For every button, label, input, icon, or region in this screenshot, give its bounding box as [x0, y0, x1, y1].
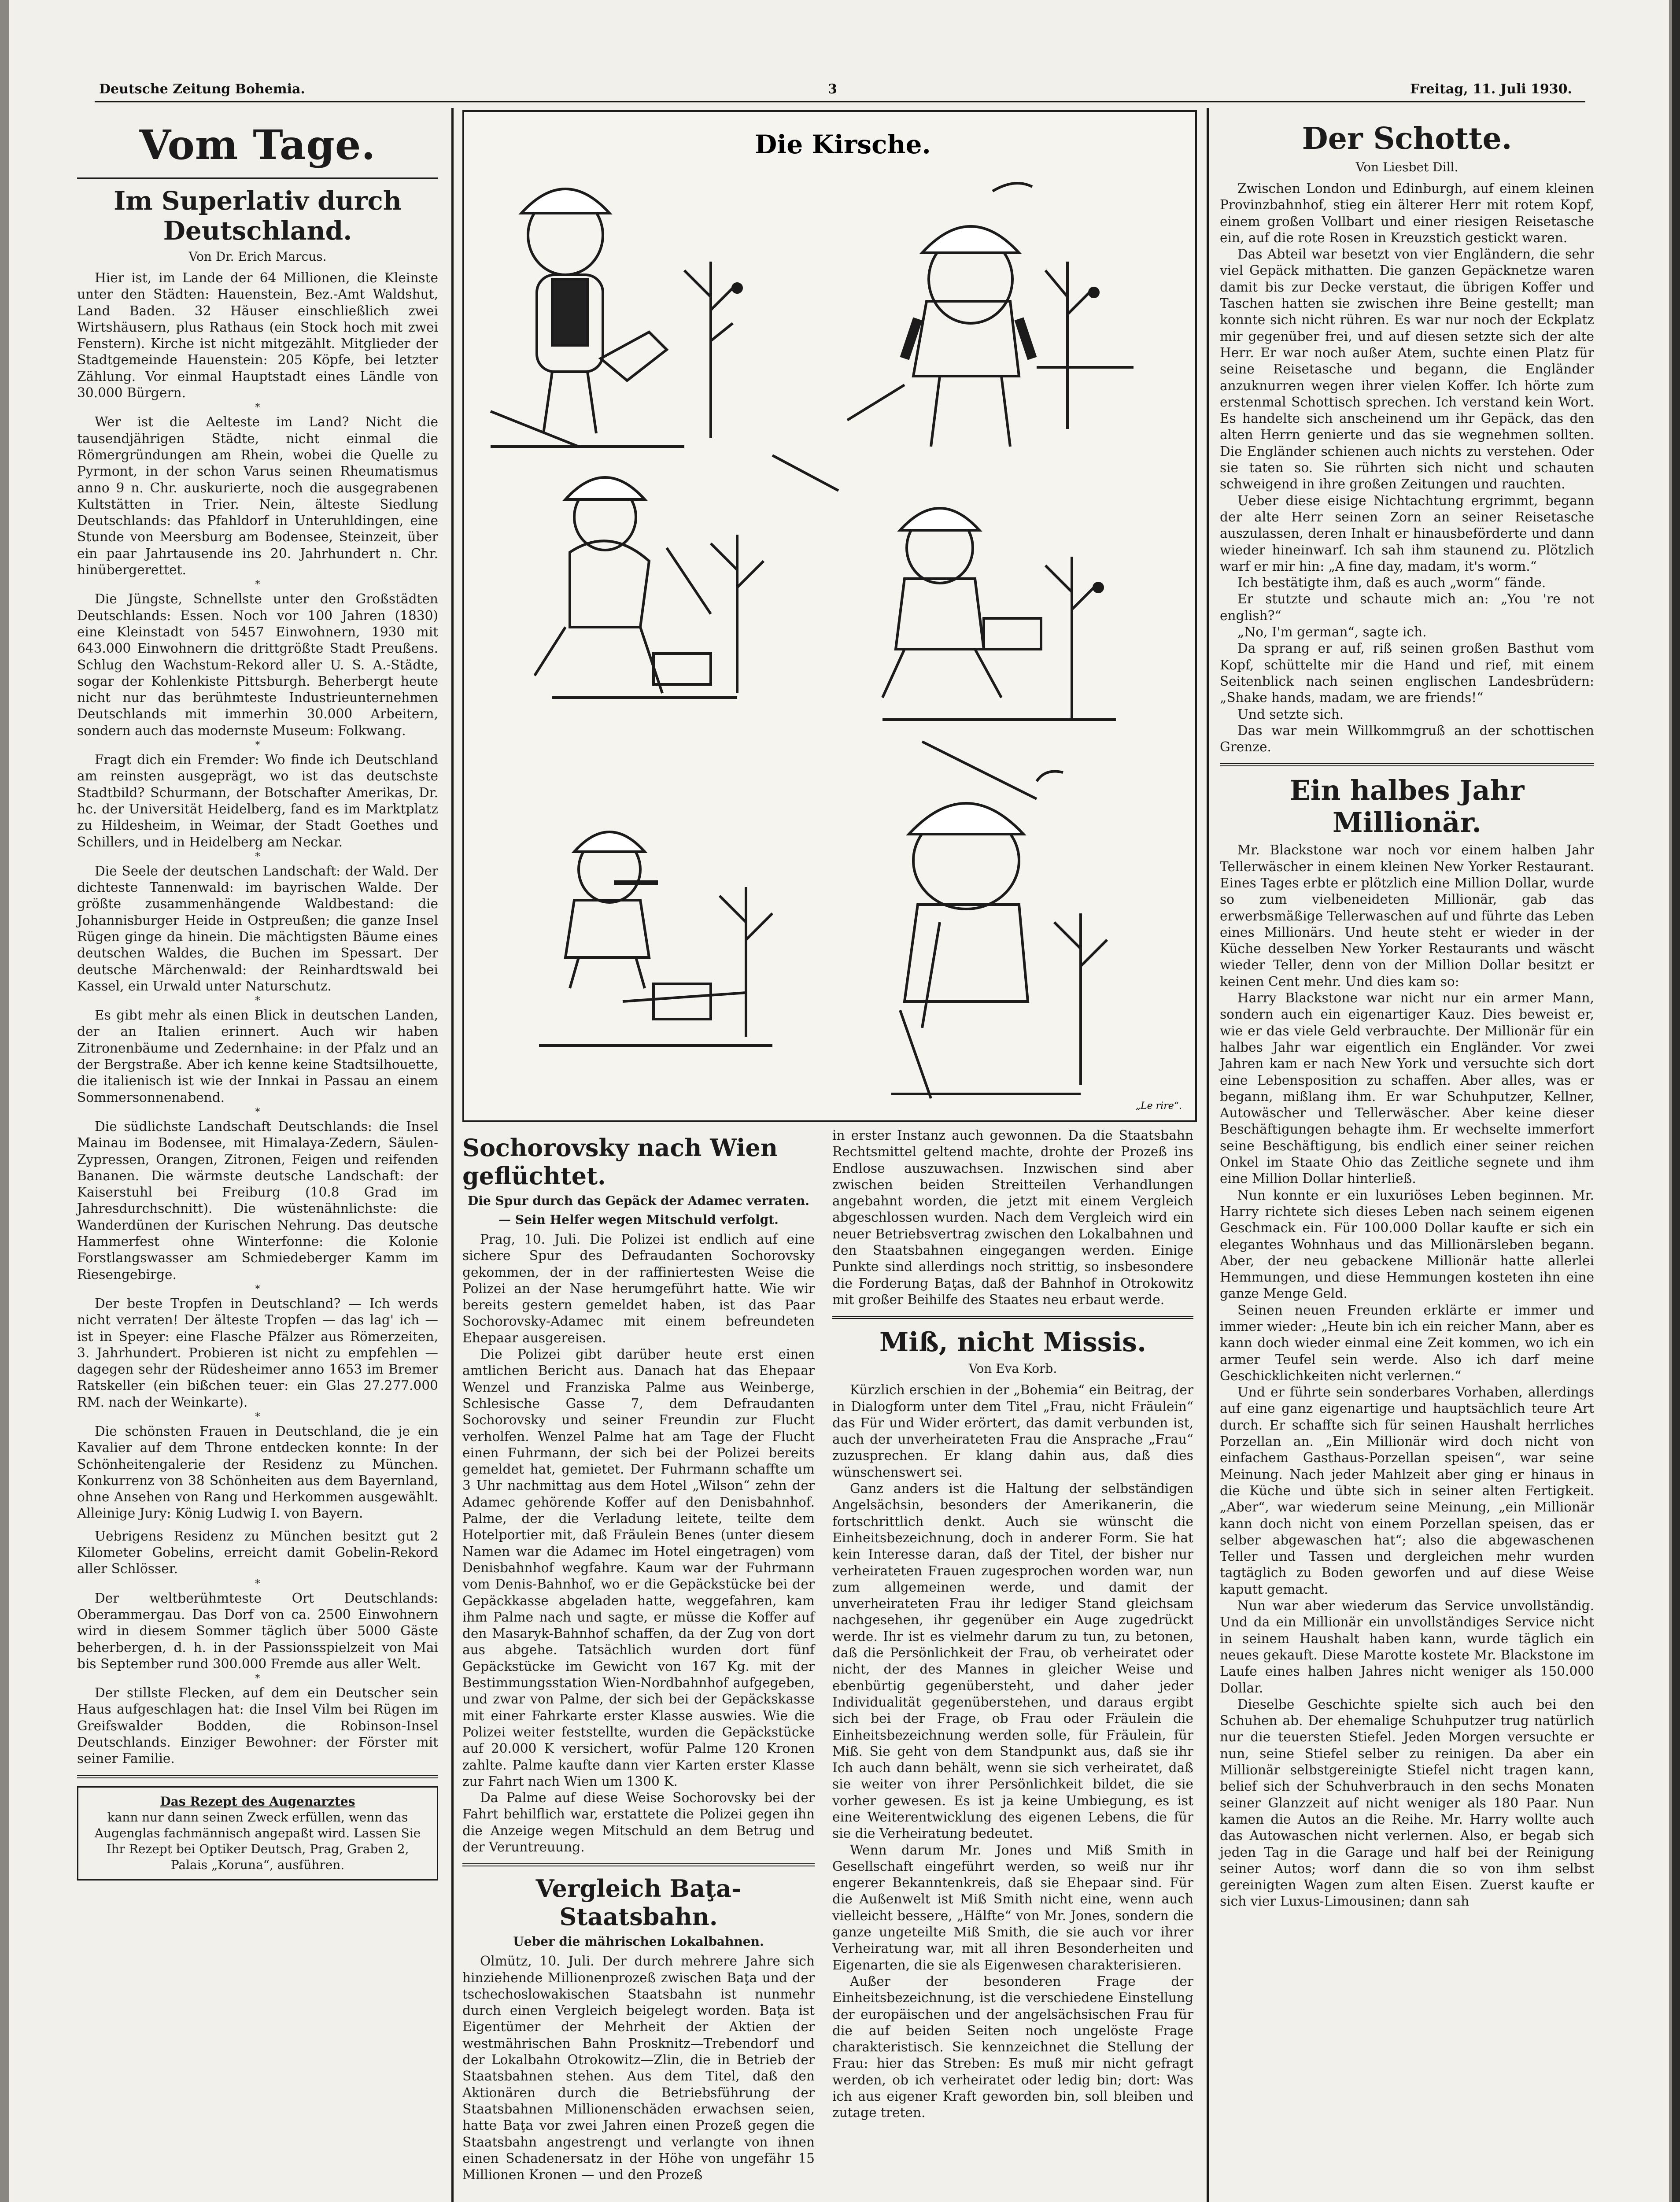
paragraph: Das war mein Willkommgruß an der schottischen Grenze.: [1220, 723, 1594, 755]
byline: Von Eva Korb.: [968, 1361, 1057, 1376]
column-sochorovsky: [462, 1127, 815, 2183]
panel-3-gardener: [535, 477, 737, 698]
paragraph: Uebrigens Residenz zu München besitzt gut 2 Kilometer Gobelins, erreicht damit Gobelin-Rekord aller Schlösser.: [77, 1528, 438, 1577]
header-date: Freitag, 11. Juli 1930.: [1410, 81, 1572, 97]
panel-5-tree: [720, 887, 772, 1037]
separator-star: *: [255, 402, 260, 414]
paragraph: Es gibt mehr als einen Blick in deutschen Landen, der an Italien erinnert. Auch wir haben Zitronenbäume und Zedernhaine: in der Pfalz und an der Bergstraße. Aber ich kenne keine Stadtsilhouette, die italienisch ist wie der Innkai in Passau an einem Sommersonnenabend.: [77, 1008, 438, 1105]
paragraph: Da sprang er auf, riß seinen großen Basthut vom Kopf, schüttelte mir die Hand und rief, mit einem Seitenblick nach seinen englischen Landesbrüdern: „Shake hands, madam, we are friends!“: [1220, 641, 1594, 706]
paragraph: Wenn darum Mr. Jones und Miß Smith in Gesellschaft eingeführt werden, so weiß nur ihr engerer Bekanntenkreis, daß sie Ehepaar sind. Für die Außenwelt ist Miß Smith nicht eine, wenn auch vielleicht bessere, „Hälfte“ von Mr. Jones, sondern die ganze ungeteilte Miß Smith, die sie auch vor ihrer Verheiratung war, mit all ihren Besonderheiten und Eigenarten, die sie als Eigenwesen charakterisieren.: [832, 1842, 1193, 1973]
paragraph: in erster Instanz auch gewonnen. Da die Staatsbahn Rechtsmittel geltend machte, drohte der Prozeß ins Endlose auszuwachsen. Inzwischen sind aber zwischen beiden Streitteilen Verhandlungen angebahnt worden, die jetzt mit einem Vergleich abgeschlossen wurden. Nach dem Vergleich wird ein neuer Betriebsvertrag zwischen den Lokalbahnen und den Staatsbahnen eingegangen werden. Einige Punkte sind allerdings noch strittig, so insbesondere die Forderung Baţas, daß der Bahnhof in Otrokowitz mit großer Beihilfe des Staates neu erbaut werde.: [832, 1128, 1193, 1307]
cartoon-drawing: [464, 112, 1195, 1120]
paragraph: Hier ist, im Lande der 64 Millionen, die Kleinste unter den Städten: Hauenstein, Bez.-Amt Waldshut, Land Baden. 32 Häuser einschließlich zwei Wirtshäusern, plus Rathaus (ein Stock hoch mit zwei Fenstern). Kirche ist nicht mitgezählt. Mitglieder der Stadtgemeinde Hauenstein: 205 Köpfe, bei letzter Zählung. Vor einmal Hauptstadt eines Ländle von 30.000 Bürgern.: [77, 270, 438, 401]
divider: [77, 177, 438, 179]
paragraph: Die Jüngste, Schnellste unter den Großstädten Deutschlands: Essen. Noch vor 100 Jahren (1830) eine Kleinstadt von 5457 Einwohnern, 1930 mit 643.000 Einwohnern die drittgrößte Stadt Preußens. Schlug den Wachstum-Rekord aller U. S. A.-Städte, sogar der Kohlenkiste Pittsburgh. Beherbergt heute nicht nur das berühmteste Industrieunternehmen Deutschlands mit immerhin 30.000 Arbeitern, sondern auch das modernste Museum: Folkwang.: [77, 591, 438, 738]
article-subtitle: Die Spur durch das Gepäck der Adamec verraten.: [467, 1193, 809, 1208]
paragraph: Die schönsten Frauen in Deutschland, die je ein Kavalier auf dem Throne entdecken konnte: In der Schönheitengalerie der Residenz zu München. Konkurrenz von 38 Schönheiten aus dem Bayernland, ohne Ansehen von Rang und Herkommen ausgewählt. Alleinige Jury: König Ludwig I. von Bayern.: [77, 1424, 438, 1521]
paragraph: Olmütz, 10. Juli. Der durch mehrere Jahre sich hinziehende Millionenprozeß zwischen Baţa und der tschechoslowakischen Staatsbahn ist nunmehr durch einen Vergleich beigelegt worden. Baţa ist Eigentümer der Mehrheit der Aktien der westmährischen Bahn Prosknitz—Trebendorf und der Lokalbahn Otrokowitz—Zlin, die in Betrieb der Staatsbahnen stehen. Aus dem Titel, daß den Aktionären durch die Betriebsführung der Staatsbahnen Millionenschäden erwachsen seien, hatte Baţa vor zwei Jahren einen Prozeß gegen die Staatsbahn angestrengt und verlangte von ihnen einen Schadenersatz in der Höhe von ungefähr 15 Millionen Kronen — und den Prozeß: [462, 1954, 815, 2183]
ad-text: kann nur dann seinen Zweck erfüllen, wenn das Augenglas fachmännisch angepaßt wird. Lassen Sie Ihr Rezept bei Optiker Deutsch, Prag, Graben 2, Palais „Koruna“, ausführen.: [94, 1810, 421, 1872]
column-rule: [451, 108, 454, 2202]
panel-5-gardener: [539, 832, 772, 1046]
panel-6-tree: [1054, 913, 1107, 1085]
header-page-number: 3: [828, 81, 837, 97]
paragraph: Dieselbe Geschichte spielte sich auch bei den Schuhen ab. Der ehemalige Schuhputzer trug natürlich nur die teuersten Stiefel. Jeden Morgen versuchte er nun, seine Stiefel selber zu reinigen. Da aber ein Millionär selbstgereinigte Stiefel nicht tragen kann, belief sich der Schuhverbrauch in den sechs Monaten seiner Glanzzeit auf nicht weniger als 180 Paar. Nun kamen die Autos an die Reihe. Mr. Harry wollte auch das Autowaschen nicht verlernen. Also, er begab sich jeden Tag in die Garage und half bei der Reinigung seiner Autos; worf dann die so von ihm selbst gereinigten Wagen zum alten Eisen. Zuerst kaufte er sich vier Luxus-Limousinen; dann sah: [1220, 1696, 1594, 1909]
paragraph: „No, I'm german“, sagte ich.: [1237, 624, 1427, 640]
article-subtitle: — Sein Helfer wegen Mitschuld verfolgt.: [498, 1212, 779, 1227]
paragraph: Wer ist die Aelteste im Land? Nicht die tausendjährigen Städte, nicht einmal die Römergründungen am Rhein, wobei die Quelle zu Pyrmont, in der schon Varus seinen Rheumatismus anno 9 n. Chr. auskurierte, noch die ausgegrabenen Kultstätten in Trier. Nein, älteste Siedlung Deutschlands: das Pfahldorf in Unteruhldingen, eine Stunde von Meersburg am Bodensee, Steinzeit, über ein paar Jahrtausende ins 20. Jahrhundert n. Chr. hinübergerettet.: [77, 414, 438, 578]
column-rule: [1207, 108, 1209, 2202]
header-rule: [95, 101, 1585, 103]
byline: Von Liesbet Dill.: [1355, 160, 1458, 174]
paragraph: Die Seele der deutschen Landschaft: der Wald. Der dichteste Tannenwald: im bayrischen Walde. Der größte zusammenhängende Waldbestand: die Johannisburger Heide in Ostpreußen; die ganze Insel Rügen ginge da hinein. Die mächtigsten Bäume eines deutschen Waldes, die Buchen im Spessart. Der deutsche Märchenwald: der Reinhardtswald bei Kassel, ein Urwald unter Naturschutz.: [77, 863, 438, 994]
cartoon-credit: „Le rire“.: [1135, 1101, 1182, 1112]
paragraph: Nun war aber wiederum das Service unvollständig. Und da ein Millionär ein unvollständiges Service nicht in seinem Haushalt haben kann, wurde täglich ein neues gekauft. Diese Marotte kostete Mr. Blackstone im Laufe eines halben Jahres nicht weniger als 150.000 Dollar.: [1220, 1598, 1594, 1696]
paragraph: Der beste Tropfen in Deutschland? — Ich werds nicht verraten! Der älteste Tropfen — das lag' ich — ist in Speyer: eine Flasche Pfälzer aus Römerzeiten, 3. Jahrhundert. Probieren ist nicht zu empfehlen — dagegen sehr der Rüdesheimer anno 1653 im Bremer Ratskeller (ein bißchen teuer: ein Glas 27.277.000 RM. nach der Weinkarte).: [77, 1296, 438, 1410]
panel-1-tree: [684, 262, 742, 438]
column-schotte: [1220, 108, 1594, 1910]
paragraph: Ich bestätigte ihm, daß es auch „worm“ fände.: [1237, 575, 1546, 591]
header-paper-name: Deutsche Zeitung Bohemia.: [99, 81, 305, 97]
paragraph: Das Abteil war besetzt von vier Engländern, die sehr viel Gepäck mithatten. Die ganzen Gepäcknetze waren damit bis zur Decke verstaut, die übrigen Koffer und Taschen hatten sie zwischen ihre Beine gestellt; man konnte sich nicht rühren. Es war nur noch der Eckplatz mir gegenüber frei, und auf diesen setzte sich der alte Herr. Er war noch außer Atem, suchte einen Platz für seine Reisetasche und begann, die Engländer anzuknurren wegen ihrer vielen Koffer. Ich hörte zum erstenmal Schottisch sprechen. Ich verstand kein Wort. Es handelte sich anscheinend um ihr Gepäck, das den alten Herrn genierte und das sie wegnehmen sollten. Die Engländer schienen auch nichts zu verstehen. Oder sie taten so. Sie rührten sich nicht und schauten schweigend in ihre großen Zeitungen und rauchten.: [1220, 247, 1594, 492]
panel-2-gardener: [847, 226, 1134, 447]
article-subtitle: Ueber die mährischen Lokalbahnen.: [513, 1934, 764, 1949]
separator-star: *: [255, 1106, 260, 1118]
divider: [462, 1863, 815, 1866]
paragraph: Und setzte sich.: [1237, 706, 1344, 722]
divider: [1220, 763, 1594, 766]
article-title: Miß, nicht Missis.: [879, 1327, 1146, 1358]
panel-1-gardener: [491, 189, 684, 447]
article-title: Der Schotte.: [1302, 121, 1512, 156]
paragraph: Mr. Blackstone war noch vor einem halben Jahr Tellerwäscher in einem kleinen New Yorker Restaurant. Eines Tages erbte er plötzlich eine Million Dollar, wurde so zum vielbeneideten Millionär, gab das erwerbsmäßige Tellerwaschen auf und führte das Leben eines Millionärs. Und heute steht er wieder in der Küche desselben New Yorker Restaurants und wäscht wieder Teller, denn von der Million Dollar besitzt er keinen Cent mehr. Und dies kam so:: [1220, 842, 1594, 989]
article-title: Vergleich Baţa-Staatsbahn.: [535, 1874, 742, 1931]
paragraph: Zwischen London und Edinburgh, auf einem kleinen Provinzbahnhof, stieg ein älterer Herr mit rotem Kopf, einem großen Vollbart und einer riesigen Reisetasche ein, auf die rote Rosen in Kreuzstich gestickt waren.: [1220, 181, 1594, 245]
paragraph: Die Polizei gibt darüber heute erst einen amtlichen Bericht aus. Danach hat das Ehepaar Wenzel und Franziska Palme aus Weinberge, Schlesische Gasse 7, dem Defraudanten Sochorovsky und seiner Freundin zur Flucht verholfen. Wenzel Palme hat am Tage der Flucht einen Fuhrmann, der sich bei der Polizei bereits gemeldet hat, gemietet. Der Fuhrmann schaffte um 3 Uhr nachmittag aus dem Hotel „Wilson“ zehn der Adamec gehörende Koffer auf den Denisbahnhof. Palme, der die Verladung leitete, teilte dem Hotelportier mit, daß Fräulein Benes (unter diesem Namen war die Adamec im Hotel eingetragen) vom Denisbahnhof wegfahre. Kaum war der Fuhrmann vom Denis-Bahnhof, wo er die Gepäckstücke bei der Gepäckkasse abgeladen hatte, weggefahren, kam ihm Palme nach und sagte, er müsse die Koffer auf den Masaryk-Bahnhof schaffen, da der Zug von dort aus abgehe. Tatsächlich wurden dort fünf Gepäckstücke im Gewicht von 167 Kg. mit der Bestimmungsstation Wien-Nordbahnhof aufgegeben, und zwar von Palme, der sich bei der Gepäckskasse mit einer Fahrkarte erster Klasse auswies. Wie die Polizei weiter feststellte, wurden die Gepäckstücke auf 20.000 K versichert, wofür Palme 120 Kronen zahlte. Palme kaufte dann vier Karten erster Klasse zur Fahrt nach Wien um 1300 K.: [462, 1347, 815, 1789]
paragraph: Fragt dich ein Fremder: Wo finde ich Deutschland am reinsten ausgeprägt, wo ist das deutschste Stadtbild? Schurmann, der Botschafter Amerikas, Dr. hc. der Universität Heidelberg, fand es im Marktplatz zu Hildesheim, in Weimar, der Stadt Goethes und Schillers, und in Heidelberg am Neckar.: [77, 752, 438, 850]
separator-star: *: [255, 740, 260, 751]
separator-star: *: [255, 1411, 260, 1422]
cartoon-panels: [491, 183, 1134, 1098]
paragraph: Prag, 10. Juli. Die Polizei ist endlich auf eine sichere Spur des Defraudanten Sochorovsky gekommen, der in der raffiniertesten Weise die Polizei an der Nase herumgeführt hatte. Wie wir bereits gestern gemeldet haben, ist das Paar Sochorovsky-Adamec mit einem befreundeten Ehepaar ausgereisen.: [462, 1232, 815, 1345]
byline: Von Dr. Erich Marcus.: [188, 249, 327, 264]
paragraph: Und er führte sein sonderbares Vorhaben, allerdings auf eine ganz eigenartige und hauptsächlich teure Art durch. Er schaffte sich für seinen Haushalt herrliches Porzellan an. „Ein Millionär wird doch nicht von einfachem Gasthaus-Porzellan speisen“, war seine Meinung. Nach jeder Mahlzeit aber ging er hinaus in die Küche und übte sich in seiner alten Fertigkeit. „Aber“, war wiederum seine Meinung, „ein Millionär kann doch nicht von einem Porzellan speisen, das er selber abgewaschen hat“; also die abgewaschenen Teller und Tassen und dergleichen mehr wurden tagtäglich zu Boden geworfen und auf diese Weise kaputt gemacht.: [1220, 1385, 1594, 1597]
paragraph: Außer der besonderen Frage der Einheitsbezeichnung, ist die verschiedene Einstellung der europäischen und der angelsächsischen Frau für die auf beiden Seiten noch ungelöste Frage charakteristisch. Sie kennzeichnet die Stellung der Frau: hier das Streben: Es muß mir nicht gefragt werden, ob ich verheiratet oder ledig bin; dort: Was ich aus eigener Kraft geworden bin, soll bleiben und zutage treten.: [832, 1973, 1193, 2121]
separator-star: *: [255, 1673, 260, 1685]
paragraph: Er stutzte und schaute mich an: „You 're not english?“: [1220, 591, 1594, 623]
separator-star: *: [255, 1283, 260, 1295]
divider: [77, 1775, 438, 1778]
paragraph: Seinen neuen Freunden erklärte er immer und immer wieder: „Heute bin ich ein reicher Mann, aber es kann doch wieder einmal eine Zeit kommen, wo ich ein armer Teufel sein werde. Also ich darf meine Geschicklichkeiten nicht verlernen.“: [1220, 1302, 1594, 1383]
paragraph: Der stillste Flecken, auf dem ein Deutscher sein Haus aufgeschlagen hat: die Insel Vilm bei Rügen im Greifswalder Bodden, die Robinson-Insel Deutschlands. Einziger Bewohner: der Förster mit seiner Familie.: [77, 1685, 438, 1766]
ad-heading: Das Rezept des Augenarztes: [160, 1794, 355, 1809]
column-vom-tage: [77, 108, 438, 1881]
paragraph: Kürzlich erschien in der „Bohemia“ ein Beitrag, der in Dialogform unter dem Titel „Frau, nicht Fräulein“ das Für und Wider erörtert, das damit verbunden ist, auch der unverheirateten Frau die Ansprache „Frau“ zuzusprechen. Er klang dahin aus, daß dies wünschenswert sei.: [832, 1382, 1193, 1480]
article-title: Im Superlativ durch Deutschland.: [114, 186, 402, 246]
panel-6-gardener: [891, 772, 1081, 1099]
advertisement-optiker: [77, 1786, 438, 1881]
paragraph: Ganz anders ist die Haltung der selbständigen Angelsächsin, besonders der Amerikanerin, die fortschrittlich denkt. Auch sie wünscht die Einheitsbezeichnung, doch in anderer Form. Sie hat kein Interesse daran, daß der Titel, der bisher nur verheirateten Frauen zugesprochen worden war, nun zum allgemeinen werde, und damit der unverheirateten Frau ihr lediger Stand gleichsam nachgesehen, ihr gegenüber ein Auge zugedrückt werde. Ihr ist es vielmehr darum zu tun, zu betonen, daß die Persönlichkeit der Frau, ob verheiratet oder nicht, der des Mannes in gleicher Weise und ebenbürtig gegenübersteht, und daher jeder Individualität gegenüberstehen, und daraus ergibt sich bei der Frage, ob Frau oder Fräulein die Einheitsbezeichnung werden solle, für Fräulein, für Miß. Sie geht von dem Standpunkt aus, daß sie ihr Ich auch dann behält, wenn sie sich verheiratet, daß sie weiter von ihrer Persönlichkeit bildet, die sie vorher gewesen. Es ist ja keine Umbiegung, es ist eine Weiterentwicklung des eigenen Lebens, die für sie die Verheiratung bedeutet.: [832, 1481, 1193, 1841]
column-miss: [832, 1127, 1193, 2121]
section-title: Vom Tage.: [139, 121, 376, 169]
cartoon-frame: [462, 110, 1197, 1122]
separator-star: *: [255, 851, 260, 862]
panel-4-gardener: [882, 508, 1116, 799]
paragraph: Harry Blackstone war nicht nur ein armer Mann, sondern auch ein eigenartiger Kauz. Dies beweist er, wie er das viele Geld verbrauchte. Der Millionär für ein halbes Jahr war eigentlich ein Engländer. Vor zwei Jahren kam er nach New York und versuchte sich dort eine Lebensposition zu schaffen. Aber alles, was er begann, mißlang ihm. Er war Schuhputzer, Kellner, Autowäscher und Tellerwäscher. Aber keine dieser Beschäftigungen behagte ihm. Er wechselte immerfort seine Beschäftigung, bis endlich einer seiner reichen Onkel im Staate Ohio das Zeitliche segnete und ihm eine Million Dollar hinterließ.: [1220, 990, 1594, 1186]
paragraph: Die südlichste Landschaft Deutschlands: die Insel Mainau im Bodensee, mit Himalaya-Zedern, Säulen-Zypressen, Orangen, Zitronen, Feigen und reifenden Bananen. Die wärmste deutsche Landschaft: der Kaiserstuhl bei Freiburg (10.8 Grad im Jahresdurchschnitt). Die wüstenähnlichste: die Wanderdünen der Kurischen Nehrung. Das deutsche Hammerfest ohne Winterfonne: die Kolonie Forstlangswasser am Schmiedeberger Kamm im Riesengebirge.: [77, 1119, 438, 1282]
separator-star: *: [255, 995, 260, 1007]
article-title: Ein halbes Jahr Millionär.: [1289, 774, 1525, 839]
page-edge: [1672, 0, 1680, 2202]
panel-4-tree: [1045, 557, 1103, 720]
paragraph: Der weltberühmteste Ort Deutschlands: Oberammergau. Das Dorf von ca. 2500 Einwohnern wird in diesem Sommer täglich über 5000 Gäste beherbergen, d. h. in der Passionsspielzeit von Mai bis September rund 300.000 Fremde aus aller Welt.: [77, 1590, 438, 1671]
paragraph: Da Palme auf diese Weise Sochorovsky bei der Fahrt behilflich war, erstattete die Polizei gegen ihn die Anzeige wegen Mitschuld an dem Betrug und der Veruntreuung.: [462, 1790, 815, 1855]
article-title: Sochorovsky nach Wien geflüchtet.: [462, 1134, 778, 1190]
paragraph: Ueber diese eisige Nichtachtung ergrimmt, begann der alte Herr seinen Zorn an seiner Reisetasche auszulassen, deren Inhalt er hinausbeförderte und dann wieder hineinwarf. Ich sah ihm staunend zu. Plötzlich warf er mir hin: „A fine day, madam, it's worm.“: [1220, 493, 1594, 574]
divider: [832, 1316, 1193, 1319]
paragraph: Nun konnte er ein luxuriöses Leben beginnen. Mr. Harry richtete sich dieses Leben nach seinem eigenen Geschmack ein. Für 100.000 Dollar kaufte er sich ein elegantes Wohnhaus und das Millionärsleben begann. Aber, der neu gebackene Millionär hatte allerlei Hemmungen, und diese Hemmungen kosteten ihn eine ganze Menge Geld.: [1220, 1187, 1594, 1301]
cartoon-title: Die Kirsche.: [755, 129, 931, 159]
separator-star: *: [255, 1578, 260, 1589]
separator-star: *: [255, 579, 260, 591]
panel-2-tree: [993, 183, 1098, 429]
panel-3-tree: [711, 455, 838, 693]
